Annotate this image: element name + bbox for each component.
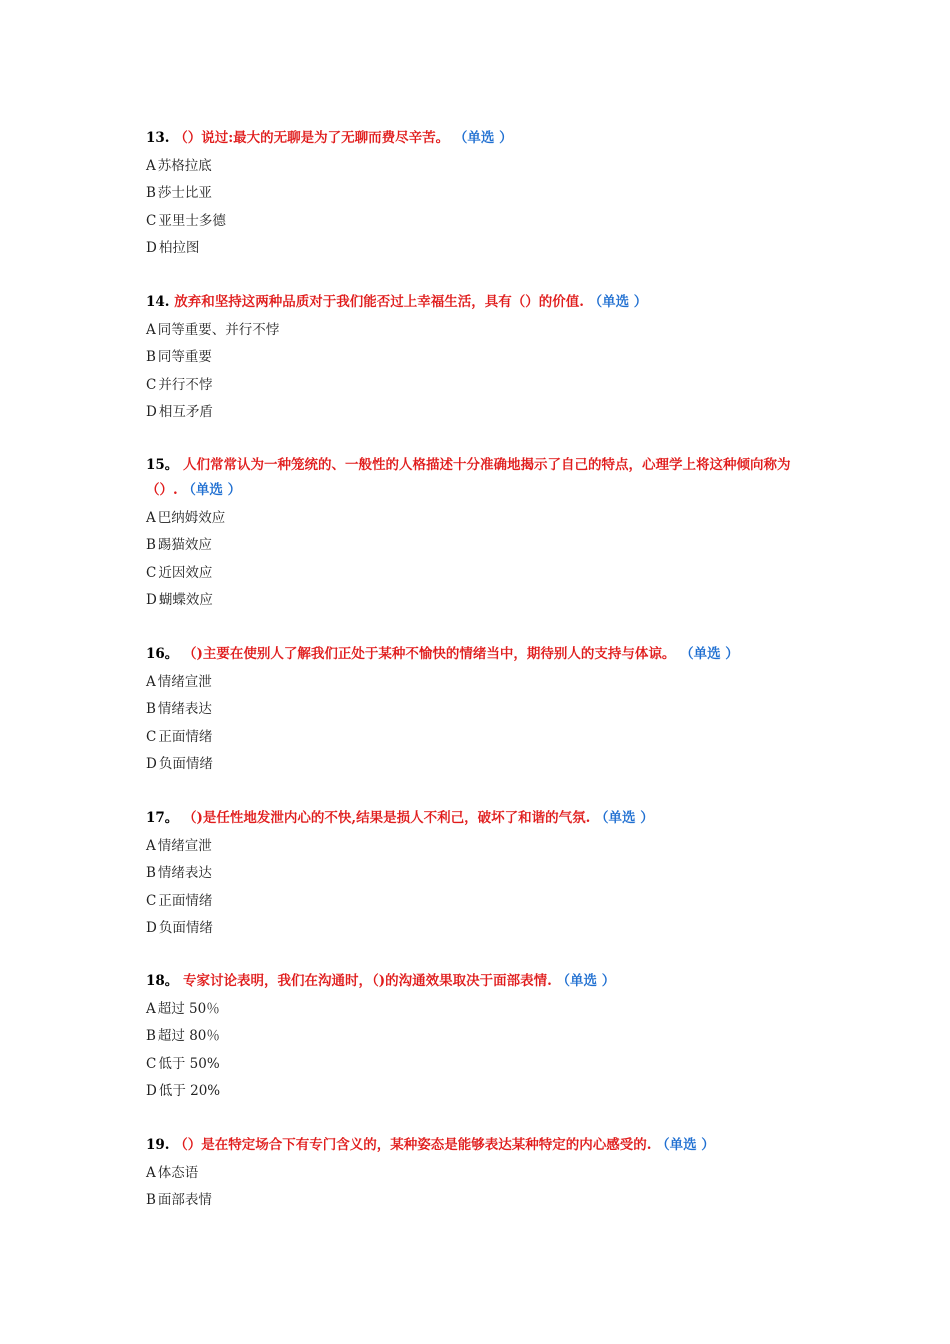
option-letter: C xyxy=(146,376,157,393)
option-a[interactable] xyxy=(146,996,806,1023)
option-letter: A xyxy=(146,158,156,174)
option-letter: B xyxy=(146,1028,156,1045)
option-letter: B xyxy=(146,349,156,366)
option-c[interactable] xyxy=(146,888,806,915)
option-b[interactable] xyxy=(146,180,806,207)
option-text: 柏拉图 xyxy=(158,239,200,256)
option-d[interactable] xyxy=(146,751,806,778)
option-text: 蝴蝶效应 xyxy=(158,591,213,608)
question-text: （）是在特定场合下有专门含义的，某种姿态是能够表达某种特定的内心感受的. xyxy=(174,1137,652,1153)
question-stem xyxy=(146,1133,806,1158)
question-number: 17。 xyxy=(146,810,179,826)
option-letter: B xyxy=(146,701,156,718)
option-b[interactable] xyxy=(146,860,806,887)
question-type-label: （单选 ） xyxy=(588,294,648,310)
option-text: 超过 80％ xyxy=(157,1028,220,1045)
option-list xyxy=(146,669,806,778)
option-d[interactable] xyxy=(146,587,806,614)
question-number: 19. xyxy=(146,1137,170,1153)
question-13 xyxy=(146,126,806,262)
option-b[interactable] xyxy=(146,344,806,371)
option-text: 莎士比亚 xyxy=(157,185,212,202)
option-text: 情绪表达 xyxy=(157,865,212,882)
option-text: 同等重要 xyxy=(157,349,212,366)
option-b[interactable] xyxy=(146,696,806,723)
question-stem xyxy=(146,969,806,994)
option-text: 低于 20% xyxy=(158,1082,221,1099)
option-text: 同等重要、并行不悖 xyxy=(157,322,280,338)
question-text: （）说过:最大的无聊是为了无聊而费尽辛苦。 xyxy=(174,130,450,146)
option-letter: D xyxy=(146,591,157,608)
option-letter: A xyxy=(146,1165,156,1181)
question-stem xyxy=(146,126,806,151)
question-type-label: （单选 ） xyxy=(182,482,242,498)
option-a[interactable] xyxy=(146,833,806,860)
option-text: 正面情绪 xyxy=(158,728,213,745)
question-number: 14. xyxy=(146,294,170,310)
option-a[interactable] xyxy=(146,1160,806,1187)
question-17 xyxy=(146,806,806,942)
option-a[interactable] xyxy=(146,669,806,696)
option-text: 情绪宣泄 xyxy=(157,674,212,690)
option-letter: C xyxy=(146,564,157,581)
option-list xyxy=(146,996,806,1105)
question-text: 放弃和坚持这两种品质对于我们能否过上幸福生活，具有（）的价值. xyxy=(174,294,584,310)
option-d[interactable] xyxy=(146,1078,806,1105)
option-letter: D xyxy=(146,755,157,772)
question-number: 16。 xyxy=(146,646,179,662)
question-stem xyxy=(146,290,806,315)
question-number: 18。 xyxy=(146,973,179,989)
option-list xyxy=(146,317,806,426)
question-19 xyxy=(146,1133,806,1215)
option-text: 情绪宣泄 xyxy=(157,838,212,854)
question-16 xyxy=(146,642,806,778)
option-list xyxy=(146,505,806,614)
option-b[interactable] xyxy=(146,1023,806,1050)
option-text: 巴纳姆效应 xyxy=(157,510,226,526)
option-text: 情绪表达 xyxy=(157,701,212,718)
option-letter: D xyxy=(146,239,157,256)
option-letter: A xyxy=(146,510,156,526)
question-type-label: （单选 ） xyxy=(556,973,616,989)
option-text: 近因效应 xyxy=(158,564,213,581)
option-text: 相互矛盾 xyxy=(158,403,213,420)
question-type-label: （单选 ） xyxy=(453,130,513,146)
question-type-label: （单选 ） xyxy=(595,810,654,826)
question-stem xyxy=(146,453,806,503)
option-d[interactable] xyxy=(146,915,806,942)
question-text: 人们常常认为一种笼统的、一般性的人格描述十分准确地揭示了自己的特点，心理学上将这种倾向称为（）. xyxy=(146,457,791,498)
option-c[interactable] xyxy=(146,372,806,399)
option-b[interactable] xyxy=(146,532,806,559)
option-c[interactable] xyxy=(146,724,806,751)
option-a[interactable] xyxy=(146,153,806,180)
question-15 xyxy=(146,453,806,614)
question-text: 专家讨论表明，我们在沟通时，（)的沟通效果取决于面部表情. xyxy=(183,973,552,989)
question-14 xyxy=(146,290,806,426)
option-text: 低于 50% xyxy=(158,1055,220,1072)
option-letter: A xyxy=(146,674,156,690)
option-b[interactable] xyxy=(146,1187,806,1214)
option-letter: B xyxy=(146,185,156,202)
option-text: 并行不悖 xyxy=(158,376,213,393)
option-list xyxy=(146,153,806,262)
question-number: 15。 xyxy=(146,457,179,473)
option-letter: D xyxy=(146,403,157,420)
option-letter: B xyxy=(146,537,156,554)
option-text: 负面情绪 xyxy=(158,919,213,936)
question-18 xyxy=(146,969,806,1105)
option-letter: C xyxy=(146,212,157,229)
option-text: 苏格拉底 xyxy=(157,158,212,174)
option-text: 超过 50％ xyxy=(157,1001,220,1017)
question-text: （)主要在使别人了解我们正处于某种不愉快的情绪当中，期待别人的支持与体谅。 xyxy=(183,646,676,662)
question-type-label: （单选 ） xyxy=(680,646,739,662)
option-text: 踢猫效应 xyxy=(157,537,212,554)
option-letter: C xyxy=(146,1055,157,1072)
option-text: 体态语 xyxy=(157,1165,199,1181)
option-text: 负面情绪 xyxy=(158,755,213,772)
option-list xyxy=(146,833,806,942)
option-a[interactable] xyxy=(146,317,806,344)
option-list xyxy=(146,1160,806,1215)
option-text: 亚里士多德 xyxy=(158,212,226,229)
option-letter: C xyxy=(146,892,157,909)
question-text: （)是任性地发泄内心的不快,结果是损人不利己，破坏了和谐的气氛. xyxy=(183,810,591,826)
option-letter: B xyxy=(146,1192,156,1209)
option-letter: A xyxy=(146,322,156,338)
option-letter: D xyxy=(146,919,157,936)
option-letter: A xyxy=(146,1001,156,1017)
option-letter: A xyxy=(146,838,156,854)
option-letter: B xyxy=(146,865,156,882)
question-number: 13. xyxy=(146,130,170,146)
option-letter: C xyxy=(146,728,157,745)
option-d[interactable] xyxy=(146,399,806,426)
question-type-label: （单选 ） xyxy=(656,1137,715,1153)
option-a[interactable] xyxy=(146,505,806,532)
option-letter: D xyxy=(146,1082,157,1099)
question-stem xyxy=(146,806,806,831)
option-c[interactable] xyxy=(146,208,806,235)
option-c[interactable] xyxy=(146,560,806,587)
question-stem xyxy=(146,642,806,667)
option-text: 正面情绪 xyxy=(158,892,213,909)
option-d[interactable] xyxy=(146,235,806,262)
option-text: 面部表情 xyxy=(157,1192,212,1209)
option-c[interactable] xyxy=(146,1051,806,1078)
